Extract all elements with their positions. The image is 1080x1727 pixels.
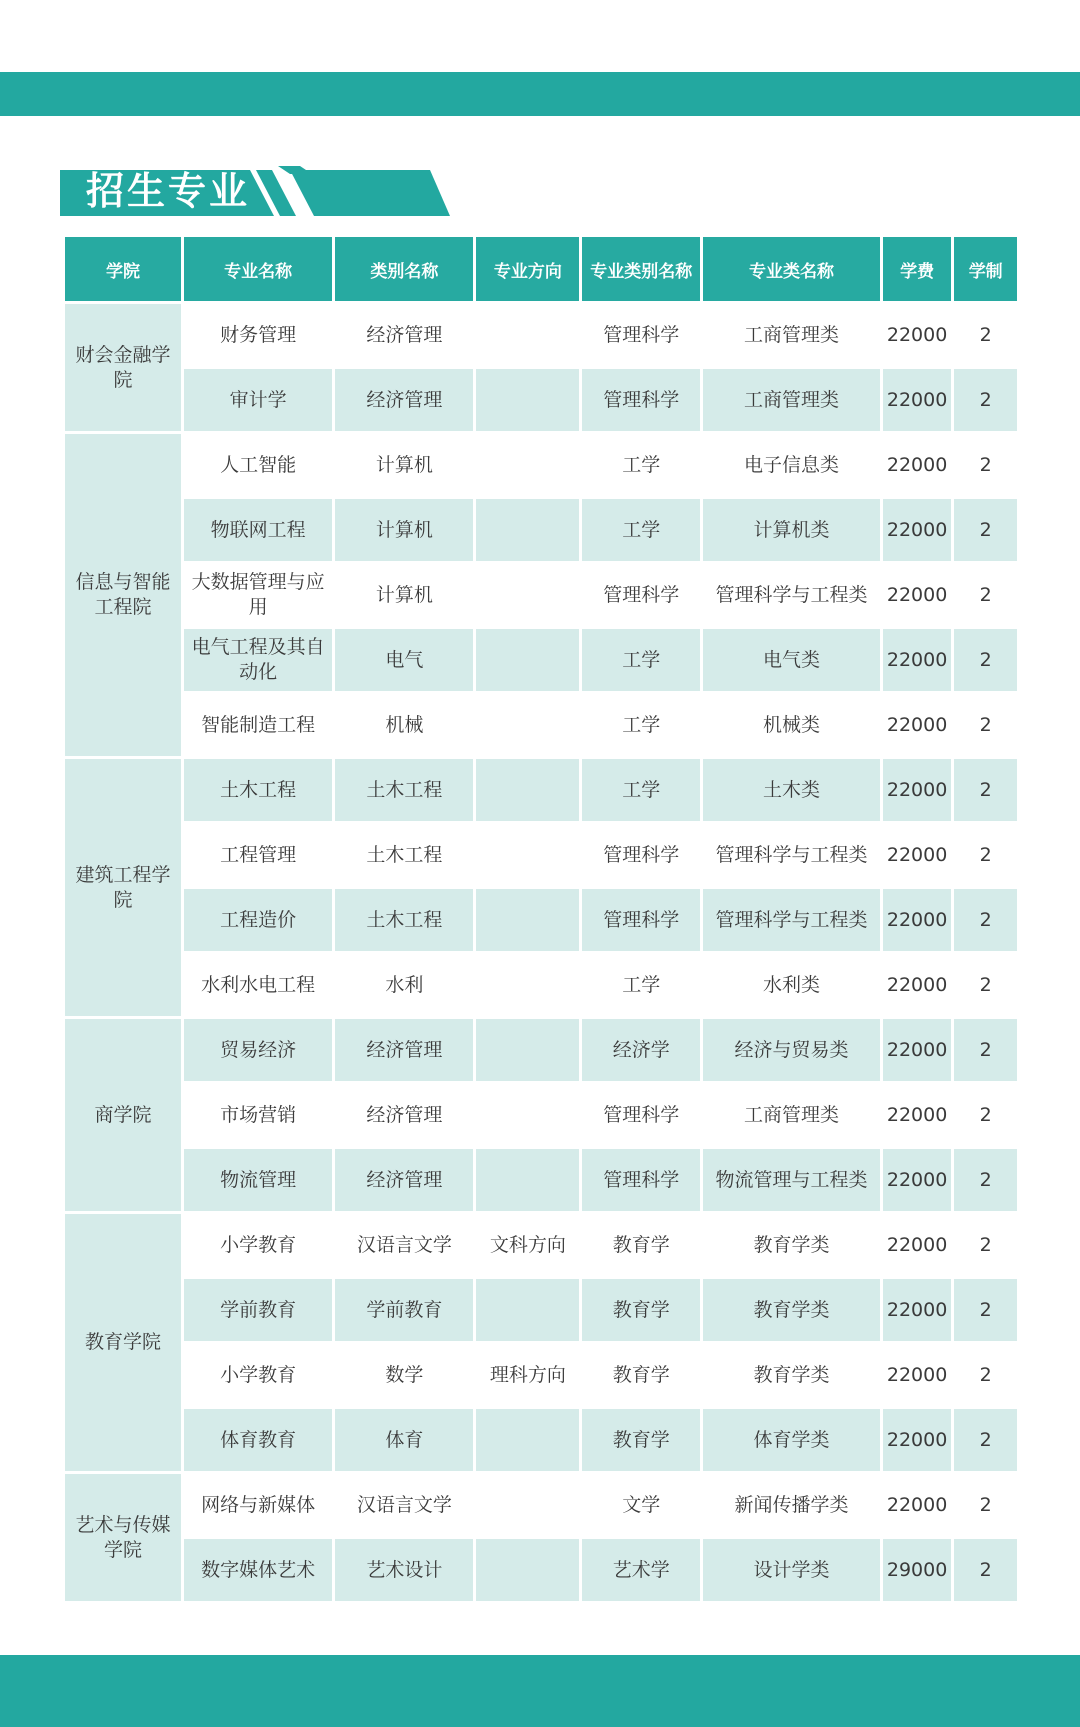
category-cell: 经济管理 [335, 304, 473, 366]
discipline-cell: 教育学 [582, 1409, 700, 1471]
class-cell: 新闻传播学类 [703, 1474, 880, 1536]
header-fee: 学费 [883, 237, 952, 301]
fee-cell: 22000 [883, 369, 952, 431]
major-cell: 人工智能 [184, 434, 332, 496]
fee-cell: 22000 [883, 1019, 952, 1081]
header-years: 学制 [954, 237, 1017, 301]
major-cell: 体育教育 [184, 1409, 332, 1471]
fee-cell: 22000 [883, 954, 952, 1016]
major-cell: 物联网工程 [184, 499, 332, 561]
category-cell: 学前教育 [335, 1279, 473, 1341]
major-cell: 贸易经济 [184, 1019, 332, 1081]
fee-cell: 22000 [883, 304, 952, 366]
majors-table [62, 234, 1020, 1604]
table-row [65, 304, 1017, 366]
class-cell: 体育学类 [703, 1409, 880, 1471]
major-cell: 网络与新媒体 [184, 1474, 332, 1536]
category-cell: 土木工程 [335, 889, 473, 951]
major-cell: 土木工程 [184, 759, 332, 821]
fee-cell: 22000 [883, 564, 952, 626]
table-row [65, 1214, 1017, 1276]
table-row [65, 499, 1017, 561]
discipline-cell: 管理科学 [582, 304, 700, 366]
years-cell: 2 [954, 629, 1017, 691]
direction-cell [476, 1474, 579, 1536]
table-row [65, 1344, 1017, 1406]
college-cell: 艺术与传媒学院 [65, 1474, 181, 1601]
years-cell: 2 [954, 824, 1017, 886]
discipline-cell: 工学 [582, 629, 700, 691]
discipline-cell: 教育学 [582, 1279, 700, 1341]
direction-cell [476, 1409, 579, 1471]
class-cell: 经济与贸易类 [703, 1019, 880, 1081]
header-major: 专业名称 [184, 237, 332, 301]
table-row [65, 1539, 1017, 1601]
college-cell: 教育学院 [65, 1214, 181, 1471]
direction-cell [476, 1539, 579, 1601]
category-cell: 计算机 [335, 499, 473, 561]
major-cell: 工程造价 [184, 889, 332, 951]
years-cell: 2 [954, 1409, 1017, 1471]
discipline-cell: 艺术学 [582, 1539, 700, 1601]
category-cell: 经济管理 [335, 1149, 473, 1211]
page-title: 招生专业 [86, 169, 251, 213]
discipline-cell: 工学 [582, 434, 700, 496]
direction-cell: 理科方向 [476, 1344, 579, 1406]
category-cell: 电气 [335, 629, 473, 691]
table-body [65, 304, 1017, 1601]
table-header-row [65, 237, 1017, 301]
class-cell: 管理科学与工程类 [703, 889, 880, 951]
category-cell: 计算机 [335, 434, 473, 496]
bottom-banner [0, 1655, 1080, 1727]
discipline-cell: 工学 [582, 759, 700, 821]
class-cell: 计算机类 [703, 499, 880, 561]
years-cell: 2 [954, 434, 1017, 496]
direction-cell [476, 759, 579, 821]
table-row [65, 1279, 1017, 1341]
direction-cell [476, 694, 579, 756]
table-row [65, 434, 1017, 496]
years-cell: 2 [954, 694, 1017, 756]
fee-cell: 22000 [883, 1084, 952, 1146]
years-cell: 2 [954, 759, 1017, 821]
major-cell: 审计学 [184, 369, 332, 431]
college-cell: 信息与智能工程院 [65, 434, 181, 756]
table-row [65, 629, 1017, 691]
direction-cell [476, 1279, 579, 1341]
years-cell: 2 [954, 1474, 1017, 1536]
direction-cell [476, 629, 579, 691]
table-row [65, 694, 1017, 756]
table-row [65, 564, 1017, 626]
category-cell: 经济管理 [335, 1019, 473, 1081]
years-cell: 2 [954, 954, 1017, 1016]
college-cell: 建筑工程学院 [65, 759, 181, 1016]
direction-cell [476, 1019, 579, 1081]
years-cell: 2 [954, 1539, 1017, 1601]
discipline-cell: 工学 [582, 694, 700, 756]
years-cell: 2 [954, 1344, 1017, 1406]
major-cell: 小学教育 [184, 1214, 332, 1276]
category-cell: 计算机 [335, 564, 473, 626]
table-row [65, 1149, 1017, 1211]
major-cell: 智能制造工程 [184, 694, 332, 756]
discipline-cell: 经济学 [582, 1019, 700, 1081]
direction-cell [476, 954, 579, 1016]
header-college: 学院 [65, 237, 181, 301]
fee-cell: 22000 [883, 1214, 952, 1276]
years-cell: 2 [954, 1279, 1017, 1341]
major-cell: 市场营销 [184, 1084, 332, 1146]
major-cell: 数字媒体艺术 [184, 1539, 332, 1601]
major-cell: 物流管理 [184, 1149, 332, 1211]
fee-cell: 22000 [883, 499, 952, 561]
fee-cell: 22000 [883, 1344, 952, 1406]
category-cell: 体育 [335, 1409, 473, 1471]
direction-cell: 文科方向 [476, 1214, 579, 1276]
direction-cell [476, 369, 579, 431]
class-cell: 机械类 [703, 694, 880, 756]
direction-cell [476, 1149, 579, 1211]
header-category: 类别名称 [335, 237, 473, 301]
category-cell: 土木工程 [335, 824, 473, 886]
class-cell: 教育学类 [703, 1344, 880, 1406]
fee-cell: 22000 [883, 1149, 952, 1211]
category-cell: 经济管理 [335, 369, 473, 431]
table-row [65, 369, 1017, 431]
direction-cell [476, 564, 579, 626]
major-cell: 工程管理 [184, 824, 332, 886]
years-cell: 2 [954, 889, 1017, 951]
years-cell: 2 [954, 1084, 1017, 1146]
years-cell: 2 [954, 369, 1017, 431]
major-cell: 学前教育 [184, 1279, 332, 1341]
table-row [65, 759, 1017, 821]
category-cell: 数学 [335, 1344, 473, 1406]
class-cell: 工商管理类 [703, 369, 880, 431]
header-discipline: 专业类别名称 [582, 237, 700, 301]
discipline-cell: 教育学 [582, 1214, 700, 1276]
discipline-cell: 教育学 [582, 1344, 700, 1406]
header-direction: 专业方向 [476, 237, 579, 301]
category-cell: 土木工程 [335, 759, 473, 821]
discipline-cell: 管理科学 [582, 564, 700, 626]
major-cell: 财务管理 [184, 304, 332, 366]
table-row [65, 1019, 1017, 1081]
discipline-cell: 工学 [582, 954, 700, 1016]
direction-cell [476, 889, 579, 951]
fee-cell: 22000 [883, 1474, 952, 1536]
class-cell: 电子信息类 [703, 434, 880, 496]
category-cell: 水利 [335, 954, 473, 1016]
years-cell: 2 [954, 1019, 1017, 1081]
years-cell: 2 [954, 304, 1017, 366]
section-title-banner [60, 166, 450, 216]
fee-cell: 29000 [883, 1539, 952, 1601]
class-cell: 水利类 [703, 954, 880, 1016]
college-cell: 财会金融学院 [65, 304, 181, 431]
top-banner [0, 72, 1080, 116]
category-cell: 艺术设计 [335, 1539, 473, 1601]
class-cell: 土木类 [703, 759, 880, 821]
years-cell: 2 [954, 1214, 1017, 1276]
direction-cell [476, 1084, 579, 1146]
fee-cell: 22000 [883, 759, 952, 821]
class-cell: 工商管理类 [703, 1084, 880, 1146]
table-row [65, 824, 1017, 886]
class-cell: 工商管理类 [703, 304, 880, 366]
major-cell: 水利水电工程 [184, 954, 332, 1016]
fee-cell: 22000 [883, 824, 952, 886]
direction-cell [476, 434, 579, 496]
direction-cell [476, 824, 579, 886]
table-row [65, 889, 1017, 951]
table-row [65, 1409, 1017, 1471]
class-cell: 管理科学与工程类 [703, 824, 880, 886]
table-row [65, 1474, 1017, 1536]
table-row [65, 1084, 1017, 1146]
direction-cell [476, 304, 579, 366]
class-cell: 教育学类 [703, 1214, 880, 1276]
years-cell: 2 [954, 1149, 1017, 1211]
major-cell: 小学教育 [184, 1344, 332, 1406]
discipline-cell: 管理科学 [582, 889, 700, 951]
fee-cell: 22000 [883, 629, 952, 691]
class-cell: 管理科学与工程类 [703, 564, 880, 626]
category-cell: 汉语言文学 [335, 1214, 473, 1276]
discipline-cell: 管理科学 [582, 1084, 700, 1146]
table-row [65, 954, 1017, 1016]
class-cell: 设计学类 [703, 1539, 880, 1601]
discipline-cell: 文学 [582, 1474, 700, 1536]
class-cell: 物流管理与工程类 [703, 1149, 880, 1211]
category-cell: 经济管理 [335, 1084, 473, 1146]
college-cell: 商学院 [65, 1019, 181, 1211]
fee-cell: 22000 [883, 1409, 952, 1471]
major-cell: 电气工程及其自动化 [184, 629, 332, 691]
discipline-cell: 工学 [582, 499, 700, 561]
class-cell: 电气类 [703, 629, 880, 691]
fee-cell: 22000 [883, 694, 952, 756]
category-cell: 汉语言文学 [335, 1474, 473, 1536]
fee-cell: 22000 [883, 1279, 952, 1341]
discipline-cell: 管理科学 [582, 369, 700, 431]
discipline-cell: 管理科学 [582, 824, 700, 886]
years-cell: 2 [954, 564, 1017, 626]
discipline-cell: 管理科学 [582, 1149, 700, 1211]
years-cell: 2 [954, 499, 1017, 561]
direction-cell [476, 499, 579, 561]
fee-cell: 22000 [883, 434, 952, 496]
major-cell: 大数据管理与应用 [184, 564, 332, 626]
fee-cell: 22000 [883, 889, 952, 951]
header-class: 专业类名称 [703, 237, 880, 301]
class-cell: 教育学类 [703, 1279, 880, 1341]
category-cell: 机械 [335, 694, 473, 756]
